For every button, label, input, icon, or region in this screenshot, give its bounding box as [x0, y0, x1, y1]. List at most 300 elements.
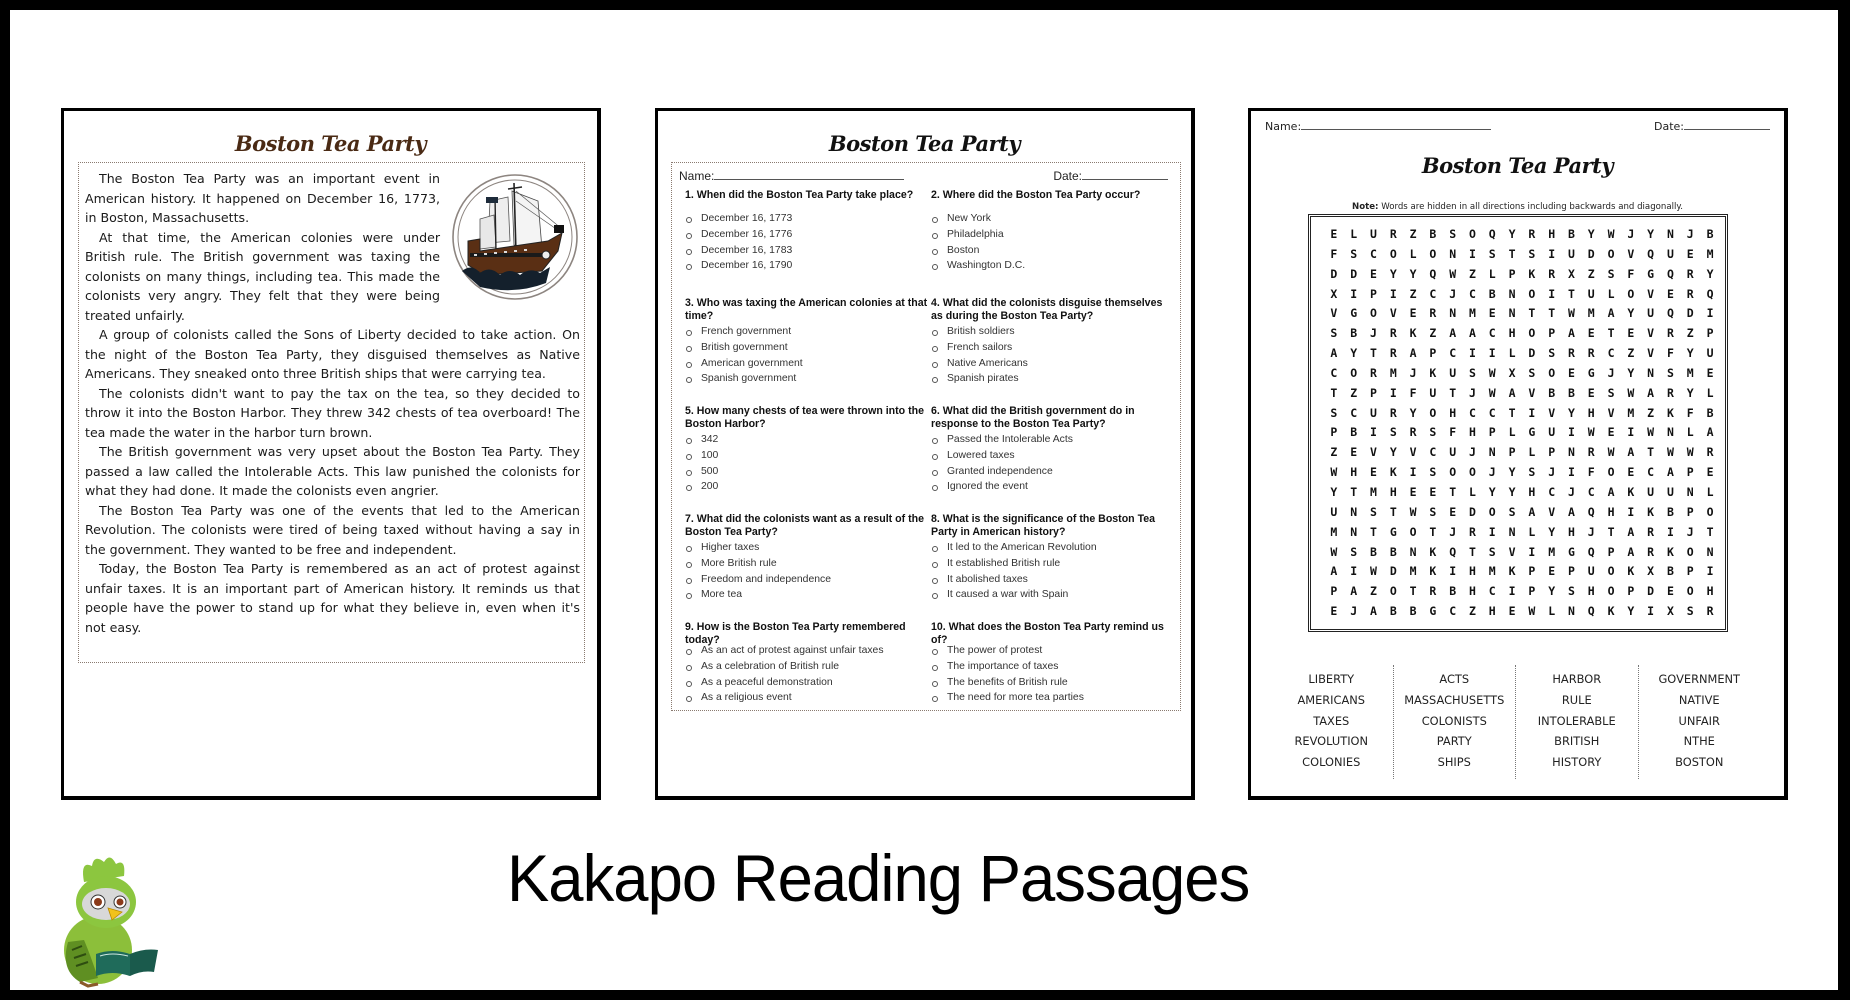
grid-letter: E [1370, 266, 1377, 281]
grid-letter: Z [1350, 385, 1358, 400]
grid-letter: F [1409, 385, 1417, 400]
grid-letter: O [1409, 524, 1417, 539]
grid-letter: V [1370, 445, 1377, 460]
grid-letter: Y [1686, 385, 1694, 400]
grid-letter: S [1528, 365, 1536, 380]
sailing-ship-icon [450, 171, 580, 306]
question-text: 7. What did the colonists want as a result of the Boston Tea Party? [685, 513, 924, 538]
word-bank [1270, 665, 1760, 779]
grid-letter: P [1429, 346, 1437, 361]
answer-option: As a celebration of British rule [685, 659, 929, 675]
grid-letter: K [1429, 564, 1437, 579]
grid-letter: Q [1449, 544, 1457, 559]
grid-letter: Y [1686, 346, 1694, 361]
note-label: Note: [1352, 202, 1379, 212]
option-list [685, 643, 929, 706]
grid-letter: T [1330, 385, 1338, 400]
passage-paragraph: The British government was very upset about the Boston Tea Party. They passed a law called the Intolerable Acts. This law punished the colonists for what they had done. It made the colonists even angrier. [85, 444, 580, 498]
grid-letter: D [1469, 504, 1476, 519]
grid-letter: L [1409, 246, 1417, 261]
grid-letter: Z [1686, 326, 1694, 341]
grid-letter: L [1686, 425, 1694, 440]
answer-option: Passed the Intolerable Acts [931, 432, 1175, 448]
option-list [931, 432, 1175, 495]
answer-option: Spanish pirates [931, 371, 1175, 387]
grid-letter: V [1528, 385, 1536, 400]
grid-letter: B [1389, 604, 1397, 619]
grid-letter: N [1686, 484, 1694, 499]
grid-letter: O [1449, 465, 1457, 480]
grid-letter: B [1409, 604, 1417, 619]
grid-letter: E [1706, 365, 1714, 380]
grid-letter: Y [1350, 346, 1358, 361]
grid-letter: S [1429, 465, 1437, 480]
grid-letter: N [1647, 365, 1655, 380]
grid-letter: J [1370, 326, 1377, 341]
grid-letter: N [1508, 306, 1516, 321]
grid-letter: A [1370, 604, 1377, 619]
wordsearch-note [1251, 202, 1784, 212]
grid-letter: S [1429, 504, 1437, 519]
answer-option: Boston [931, 243, 1175, 259]
grid-letter: P [1567, 564, 1575, 579]
grid-letter: U [1370, 405, 1377, 420]
quiz-title: Boston Tea Party [828, 131, 1021, 156]
grid-letter: O [1627, 286, 1635, 301]
grid-letter: K [1389, 465, 1397, 480]
grid-letter: S [1567, 584, 1575, 599]
grid-letter: L [1607, 286, 1615, 301]
grid-letter: B [1449, 584, 1457, 599]
grid-letter: U [1647, 484, 1655, 499]
word-bank-column [1515, 665, 1638, 779]
grid-letter: D [1389, 564, 1397, 579]
grid-letter: C [1607, 346, 1615, 361]
answer-option: It caused a war with Spain [931, 587, 1175, 603]
word-bank-word: MASSACHUSETTS [1404, 692, 1505, 707]
answer-option: 500 [685, 464, 929, 480]
grid-letter: I [1706, 564, 1714, 579]
grid-letter: I [1469, 246, 1476, 261]
grid-letter: P [1686, 564, 1694, 579]
grid-letter: E [1607, 425, 1615, 440]
answer-option: Native Americans [931, 356, 1175, 372]
grid-letter: G [1429, 604, 1437, 619]
grid-letter: H [1508, 326, 1516, 341]
grid-letter: E [1488, 306, 1496, 321]
grid-letter: M [1330, 524, 1338, 539]
answer-option: The need for more tea parties [931, 690, 1175, 706]
grid-letter: W [1666, 445, 1674, 460]
grid-letter: M [1706, 246, 1714, 261]
date-field [1053, 169, 1168, 183]
grid-letter: Q [1647, 246, 1655, 261]
grid-letter: C [1350, 405, 1358, 420]
grid-letter: M [1370, 484, 1377, 499]
grid-letter: B [1666, 504, 1674, 519]
grid-letter: J [1350, 604, 1358, 619]
grid-letter: H [1587, 405, 1595, 420]
grid-letter: Y [1409, 266, 1417, 281]
answer-option: The importance of taxes [931, 659, 1175, 675]
grid-letter: I [1350, 564, 1358, 579]
grid-letter: K [1528, 266, 1536, 281]
grid-letter: C [1449, 604, 1457, 619]
grid-letter: S [1469, 365, 1476, 380]
grid-letter: Z [1587, 266, 1595, 281]
grid-letter: P [1686, 504, 1694, 519]
answer-option: It established British rule [931, 556, 1175, 572]
grid-letter: R [1370, 365, 1377, 380]
passage-paragraph: Today, the Boston Tea Party is remembered as an act of protest against unfair taxes. It is an important part of American history. It reminds us that people have the power to stand up for what they believe in, even when it's not easy. [85, 561, 580, 635]
grid-letter: P [1607, 544, 1615, 559]
word-search-page [1248, 108, 1788, 800]
grid-letter: M [1686, 365, 1694, 380]
grid-letter: V [1607, 405, 1615, 420]
grid-letter: P [1627, 584, 1635, 599]
grid-letter: R [1567, 346, 1575, 361]
product-preview-canvas [10, 10, 1838, 990]
grid-letter: E [1330, 604, 1338, 619]
word-bank-word: COLONIES [1302, 755, 1361, 770]
grid-letter: L [1548, 604, 1556, 619]
word-bank-word: TAXES [1313, 713, 1350, 728]
grid-letter: B [1567, 227, 1575, 241]
grid-letter: V [1647, 326, 1655, 341]
question-3 [685, 297, 929, 405]
grid-letter: W [1488, 365, 1496, 380]
grid-letter: O [1429, 405, 1437, 420]
question-2 [931, 189, 1175, 297]
word-bank-word: UNFAIR [1678, 713, 1720, 728]
grid-letter: T [1647, 445, 1655, 460]
grid-letter: B [1488, 286, 1496, 301]
grid-letter: O [1548, 365, 1556, 380]
question-text: 6. What did the British government do in response to the Boston Tea Party? [931, 405, 1135, 430]
grid-letter: T [1449, 484, 1457, 499]
name-label: Name: [1265, 120, 1302, 133]
grid-letter: W [1627, 385, 1635, 400]
date-blank-line [1684, 119, 1770, 130]
grid-letter: V [1330, 306, 1338, 321]
answer-option: Lowered taxes [931, 448, 1175, 464]
grid-letter: R [1666, 385, 1674, 400]
grid-letter: U [1567, 246, 1575, 261]
date-blank-line [1082, 169, 1168, 180]
grid-letter: I [1647, 604, 1655, 619]
grid-letter: T [1370, 524, 1377, 539]
grid-letter: R [1429, 306, 1437, 321]
question-text: 3. Who was taxing the American colonies at that time? [685, 297, 928, 322]
grid-letter: M [1627, 405, 1635, 420]
grid-letter: Q [1488, 227, 1496, 241]
comprehension-quiz-page [655, 108, 1195, 800]
grid-letter: S [1607, 266, 1615, 281]
grid-letter: O [1528, 326, 1536, 341]
grid-letter: O [1389, 246, 1397, 261]
name-field [679, 169, 904, 183]
word-bank-word: HARBOR [1552, 672, 1602, 686]
grid-letter: U [1429, 385, 1437, 400]
grid-letter: S [1548, 346, 1556, 361]
grid-letter: R [1429, 584, 1437, 599]
grid-letter: H [1528, 484, 1536, 499]
grid-letter: Y [1548, 584, 1556, 599]
answer-option: It abolished taxes [931, 572, 1175, 588]
passage-paragraph: The Boston Tea Party was one of the events that led to the American Revolution. The colonists were tired of being taxed without having a say in the government. They wanted to be free and independent. [85, 502, 580, 557]
grid-letter: T [1508, 246, 1516, 261]
grid-letter: J [1587, 524, 1595, 539]
grid-letter: T [1429, 524, 1437, 539]
grid-letter: O [1469, 465, 1476, 480]
grid-letter: V [1647, 346, 1655, 361]
grid-letter: Z [1647, 405, 1655, 420]
grid-letter: I [1389, 385, 1397, 400]
grid-letter: Y [1627, 365, 1635, 380]
grid-letter: R [1528, 227, 1536, 241]
grid-letter: I [1706, 306, 1714, 321]
grid-letter: U [1449, 365, 1457, 380]
date-field [1654, 119, 1770, 133]
grid-letter: B [1350, 425, 1358, 440]
answer-option: French government [685, 324, 929, 340]
grid-letter: A [1469, 326, 1476, 341]
option-list [931, 540, 1175, 603]
grid-letter: D [1330, 266, 1338, 281]
grid-letter: C [1429, 286, 1437, 301]
grid-letter: S [1528, 465, 1536, 480]
grid-letter: M [1548, 544, 1556, 559]
grid-letter: K [1429, 365, 1437, 380]
answer-option: French sailors [931, 340, 1175, 356]
grid-letter: J [1686, 227, 1694, 241]
word-bank-word: BOSTON [1675, 755, 1724, 770]
grid-letter: E [1350, 445, 1358, 460]
grid-letter: Y [1706, 266, 1714, 281]
grid-letter: Y [1627, 306, 1635, 321]
grid-letter: V [1389, 306, 1397, 321]
option-list [685, 211, 929, 274]
grid-letter: W [1330, 465, 1338, 480]
answer-option: It led to the American Revolution [931, 540, 1175, 556]
grid-letter: S [1350, 544, 1358, 559]
kakapo-mascot-icon [40, 850, 170, 990]
grid-letter: B [1429, 227, 1437, 241]
grid-letter: P [1548, 445, 1556, 460]
grid-letter: V [1647, 286, 1655, 301]
grid-letter: P [1528, 584, 1536, 599]
grid-letter: V [1409, 445, 1417, 460]
grid-letter: W [1409, 504, 1417, 519]
grid-letter: H [1548, 227, 1556, 241]
grid-letter: N [1567, 604, 1575, 619]
grid-letter: E [1508, 604, 1516, 619]
answer-option: Washington D.C. [931, 258, 1175, 274]
grid-letter: O [1607, 564, 1615, 579]
grid-letter: W [1567, 306, 1575, 321]
grid-letter: Z [1469, 266, 1476, 281]
grid-letter: B [1666, 564, 1674, 579]
grid-letter: Y [1647, 227, 1655, 241]
grid-letter: J [1548, 465, 1556, 480]
grid-letter: P [1370, 385, 1377, 400]
question-grid [685, 189, 1175, 729]
word-bank-word: INTOLERABLE [1537, 713, 1616, 728]
grid-letter: X [1567, 266, 1575, 281]
grid-letter: C [1548, 484, 1556, 499]
grid-letter: R [1666, 326, 1674, 341]
grid-letter: R [1647, 524, 1655, 539]
grid-letter: H [1607, 504, 1615, 519]
word-bank-word: HISTORY [1552, 755, 1602, 770]
answer-option: As a peaceful demonstration [685, 675, 929, 691]
grid-letter: A [1508, 385, 1516, 400]
word-bank-word: PARTY [1436, 734, 1472, 749]
grid-letter: E [1370, 465, 1377, 480]
grid-letter: X [1666, 604, 1674, 619]
grid-letter: B [1567, 385, 1575, 400]
grid-letter: T [1389, 504, 1397, 519]
grid-letter: R [1389, 227, 1397, 241]
letter-grid [1308, 214, 1728, 632]
grid-letter: G [1528, 425, 1536, 440]
grid-letter: V [1548, 504, 1556, 519]
question-7 [685, 513, 929, 621]
question-text: 4. What did the colonists disguise themselves as during the Boston Tea Party? [931, 297, 1163, 322]
grid-letter: T [1607, 524, 1615, 539]
grid-letter: A [1647, 385, 1655, 400]
grid-letter: H [1587, 584, 1595, 599]
answer-option: British government [685, 340, 929, 356]
grid-letter: D [1587, 246, 1595, 261]
grid-letter: C [1488, 326, 1496, 341]
grid-letter: B [1548, 385, 1556, 400]
grid-letter: I [1488, 346, 1496, 361]
name-field [1265, 119, 1491, 133]
grid-letter: H [1389, 484, 1397, 499]
grid-letter: I [1528, 544, 1536, 559]
grid-letter: Y [1567, 405, 1575, 420]
grid-letter: K [1508, 564, 1516, 579]
grid-letter: H [1449, 405, 1457, 420]
grid-letter: E [1666, 584, 1674, 599]
question-4 [931, 297, 1175, 405]
word-bank-column [1393, 665, 1516, 779]
word-bank-word: NTHE [1683, 734, 1715, 749]
grid-letter: C [1469, 405, 1476, 420]
grid-letter: D [1647, 584, 1655, 599]
grid-letter: C [1488, 405, 1496, 420]
grid-letter: U [1587, 286, 1595, 301]
grid-letter: J [1488, 465, 1496, 480]
grid-letter: O [1706, 504, 1714, 519]
grid-letter: S [1607, 385, 1615, 400]
option-list [685, 540, 929, 603]
option-list [931, 211, 1175, 274]
question-6 [931, 405, 1175, 513]
grid-letter: S [1449, 227, 1457, 241]
grid-letter: E [1449, 504, 1457, 519]
grid-letter: E [1587, 385, 1595, 400]
grid-letter: T [1370, 346, 1377, 361]
grid-letter: X [1508, 365, 1516, 380]
grid-letter: P [1706, 326, 1714, 341]
passage-paragraph: The colonists didn't want to pay the tax on the tea, so they decided to throw it into the Boston Harbor. They threw 342 chests of tea overboard! The tea made the water in the harbor turn brown. [85, 385, 580, 440]
grid-letter: D [1686, 306, 1694, 321]
grid-letter: Y [1330, 484, 1338, 499]
grid-letter: F [1666, 346, 1674, 361]
grid-letter: I [1370, 425, 1377, 440]
grid-letter: R [1389, 346, 1397, 361]
grid-letter: J [1686, 524, 1694, 539]
grid-letter: J [1409, 365, 1417, 380]
grid-letter: T [1567, 286, 1575, 301]
word-bank-word: AMERICANS [1297, 692, 1366, 707]
word-bank-word: RULE [1561, 692, 1592, 707]
grid-letter: R [1587, 445, 1595, 460]
grid-letter: S [1350, 246, 1358, 261]
grid-letter: Y [1389, 266, 1397, 281]
grid-letter: Z [1409, 286, 1417, 301]
grid-letter: I [1409, 465, 1417, 480]
grid-letter: C [1488, 584, 1496, 599]
grid-letter: Q [1666, 266, 1674, 281]
grid-letter: O [1686, 544, 1694, 559]
answer-option: More British rule [685, 556, 929, 572]
grid-letter: N [1488, 445, 1496, 460]
option-list [685, 432, 929, 495]
grid-letter: R [1587, 346, 1595, 361]
passage-body [85, 169, 580, 637]
grid-letter: C [1429, 445, 1437, 460]
grid-letter: U [1370, 227, 1377, 241]
grid-letter: W [1330, 544, 1338, 559]
word-bank-word: GOVERNMENT [1658, 672, 1741, 686]
grid-letter: O [1370, 306, 1377, 321]
grid-letter: Y [1488, 484, 1496, 499]
grid-letter: Y [1409, 405, 1417, 420]
grid-letter: F [1627, 266, 1635, 281]
grid-letter: W [1528, 604, 1536, 619]
reading-passage-page [61, 108, 601, 800]
answer-option: As an act of protest against unfair taxes [685, 643, 929, 659]
grid-letter: Y [1548, 524, 1556, 539]
grid-letter: I [1627, 425, 1635, 440]
grid-letter: P [1370, 286, 1377, 301]
grid-letter: Z [1627, 346, 1635, 361]
grid-letter: F [1330, 246, 1338, 261]
brand-title: Kakapo Reading Passages [507, 841, 1250, 915]
grid-letter: W [1449, 266, 1457, 281]
grid-letter: P [1330, 584, 1338, 599]
answer-option: 100 [685, 448, 929, 464]
grid-letter: P [1548, 326, 1556, 341]
grid-letter: E [1627, 326, 1635, 341]
grid-letter: V [1508, 544, 1516, 559]
answer-option: December 16, 1776 [685, 227, 929, 243]
grid-letter: L [1488, 266, 1496, 281]
answer-option: British soldiers [931, 324, 1175, 340]
grid-letter: H [1567, 524, 1575, 539]
grid-letter: M [1587, 306, 1595, 321]
grid-letter: L [1706, 385, 1714, 400]
answer-option: December 16, 1790 [685, 258, 929, 274]
answer-option: Higher taxes [685, 540, 929, 556]
grid-letter: H [1350, 465, 1358, 480]
grid-letter: K [1647, 504, 1655, 519]
grid-letter: U [1666, 246, 1674, 261]
grid-letter: P [1528, 564, 1536, 579]
